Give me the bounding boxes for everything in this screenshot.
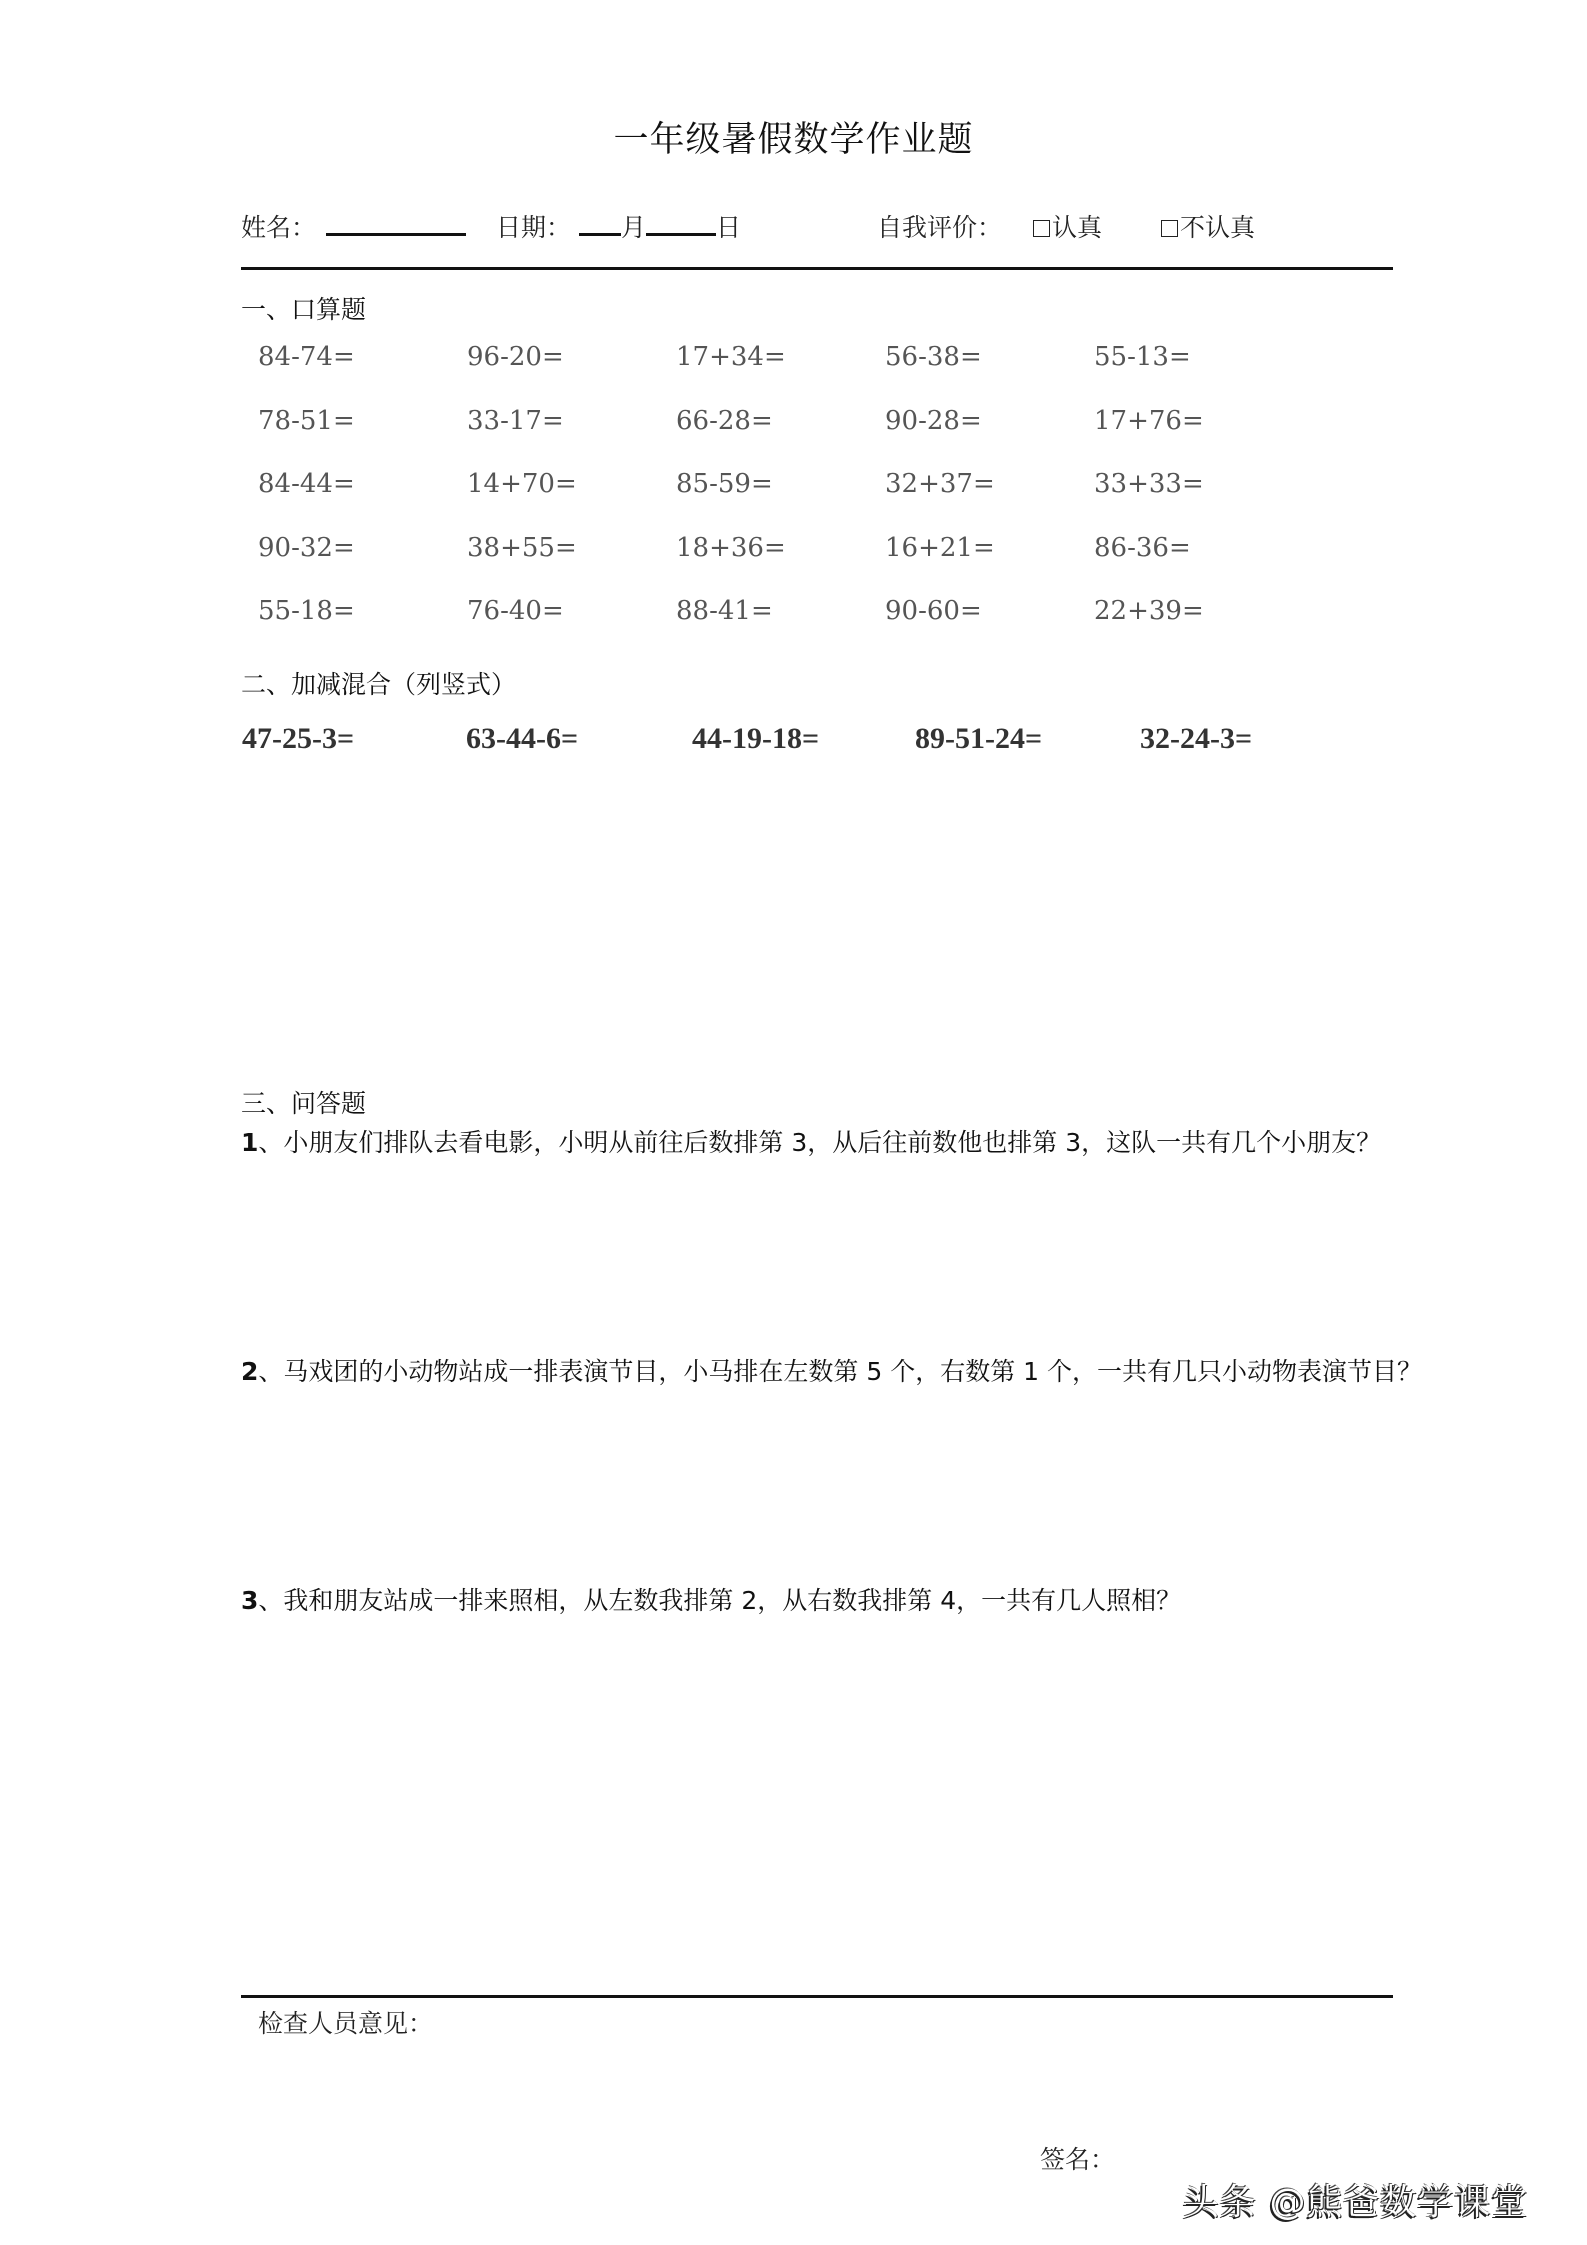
- header-divider: [241, 267, 1393, 270]
- month-label: 月: [621, 213, 647, 242]
- oral-problem: 56-38=: [885, 342, 982, 372]
- question-number: 1: [241, 1128, 259, 1157]
- question-1: [241, 1120, 1461, 1166]
- oral-problem: 90-28=: [885, 406, 982, 436]
- oral-problem: 18+36=: [676, 533, 786, 563]
- day-blank[interactable]: [646, 211, 716, 236]
- section-qa-title: 三、问答题: [241, 1089, 367, 1118]
- self-eval-label: 自我评价：: [877, 213, 1003, 242]
- oral-problem: 32+37=: [885, 469, 995, 499]
- question-text: 、小朋友们排队去看电影，小明从前往后数排第 3，从后往前数他也排第 3，这队一共有几个小朋友？: [258, 1128, 1382, 1157]
- oral-problem: 85-59=: [676, 469, 773, 499]
- mixed-problem: 44-19-18=: [692, 722, 820, 755]
- mixed-problem: 63-44-6=: [466, 722, 579, 755]
- oral-problem: 84-44=: [258, 469, 355, 499]
- section-oral-title: 一、口算题: [241, 295, 367, 324]
- mixed-problem: 32-24-3=: [1140, 722, 1253, 755]
- month-blank[interactable]: [579, 211, 621, 236]
- question-3: [241, 1578, 1461, 1624]
- option-careless[interactable]: [1161, 210, 1255, 246]
- page-title: 一年级暑假数学作业题: [613, 120, 974, 160]
- inspector-comment-label: 检查人员意见：: [258, 2009, 434, 2038]
- oral-problem: 22+39=: [1094, 596, 1204, 626]
- mixed-problem: 47-25-3=: [242, 722, 355, 755]
- question-number: 3: [241, 1586, 259, 1615]
- checkbox-icon[interactable]: [1161, 220, 1178, 237]
- oral-problem: 17+76=: [1094, 406, 1204, 436]
- day-label: 日: [716, 213, 742, 242]
- oral-problem: 84-74=: [258, 342, 355, 372]
- oral-problem: 55-18=: [258, 596, 355, 626]
- name-blank[interactable]: [326, 211, 466, 236]
- oral-problem: 38+55=: [467, 533, 577, 563]
- question-2: [241, 1349, 1461, 1395]
- question-text: 、马戏团的小动物站成一排表演节目，小马排在左数第 5 个，右数第 1 个，一共有几只小动物表演节目？: [258, 1357, 1423, 1386]
- oral-problem: 86-36=: [1094, 533, 1191, 563]
- oral-problem: 17+34=: [676, 342, 786, 372]
- section-mixed-title: 二、加减混合（列竖式）: [241, 670, 517, 699]
- oral-problem: 88-41=: [676, 596, 773, 626]
- question-text: 、我和朋友站成一排来照相，从左数我排第 2，从右数我排第 4，一共有几人照相？: [258, 1586, 1182, 1615]
- checkbox-icon[interactable]: [1033, 220, 1050, 237]
- question-number: 2: [241, 1357, 259, 1386]
- oral-problem: 66-28=: [676, 406, 773, 436]
- oral-problem: 90-60=: [885, 596, 982, 626]
- oral-problem: 14+70=: [467, 469, 577, 499]
- date-field: [496, 210, 741, 246]
- option-careful-label: 认真: [1052, 213, 1103, 242]
- option-careful[interactable]: [1033, 210, 1102, 246]
- signature-label: 签名：: [1040, 2145, 1116, 2174]
- mixed-problem: 89-51-24=: [915, 722, 1043, 755]
- oral-problem: 96-20=: [467, 342, 564, 372]
- watermark: 头条 @熊爸数学课堂: [1183, 2182, 1529, 2223]
- name-field: [241, 210, 466, 246]
- oral-problem: 78-51=: [258, 406, 355, 436]
- oral-problem: 55-13=: [1094, 342, 1191, 372]
- oral-problem: 33+33=: [1094, 469, 1204, 499]
- oral-problem: 76-40=: [467, 596, 564, 626]
- option-careless-label: 不认真: [1180, 213, 1256, 242]
- date-label: 日期：: [496, 213, 572, 242]
- oral-problem: 33-17=: [467, 406, 564, 436]
- name-label: 姓名：: [241, 213, 317, 242]
- footer-divider: [241, 1995, 1393, 1998]
- oral-problem: 16+21=: [885, 533, 995, 563]
- oral-problem: 90-32=: [258, 533, 355, 563]
